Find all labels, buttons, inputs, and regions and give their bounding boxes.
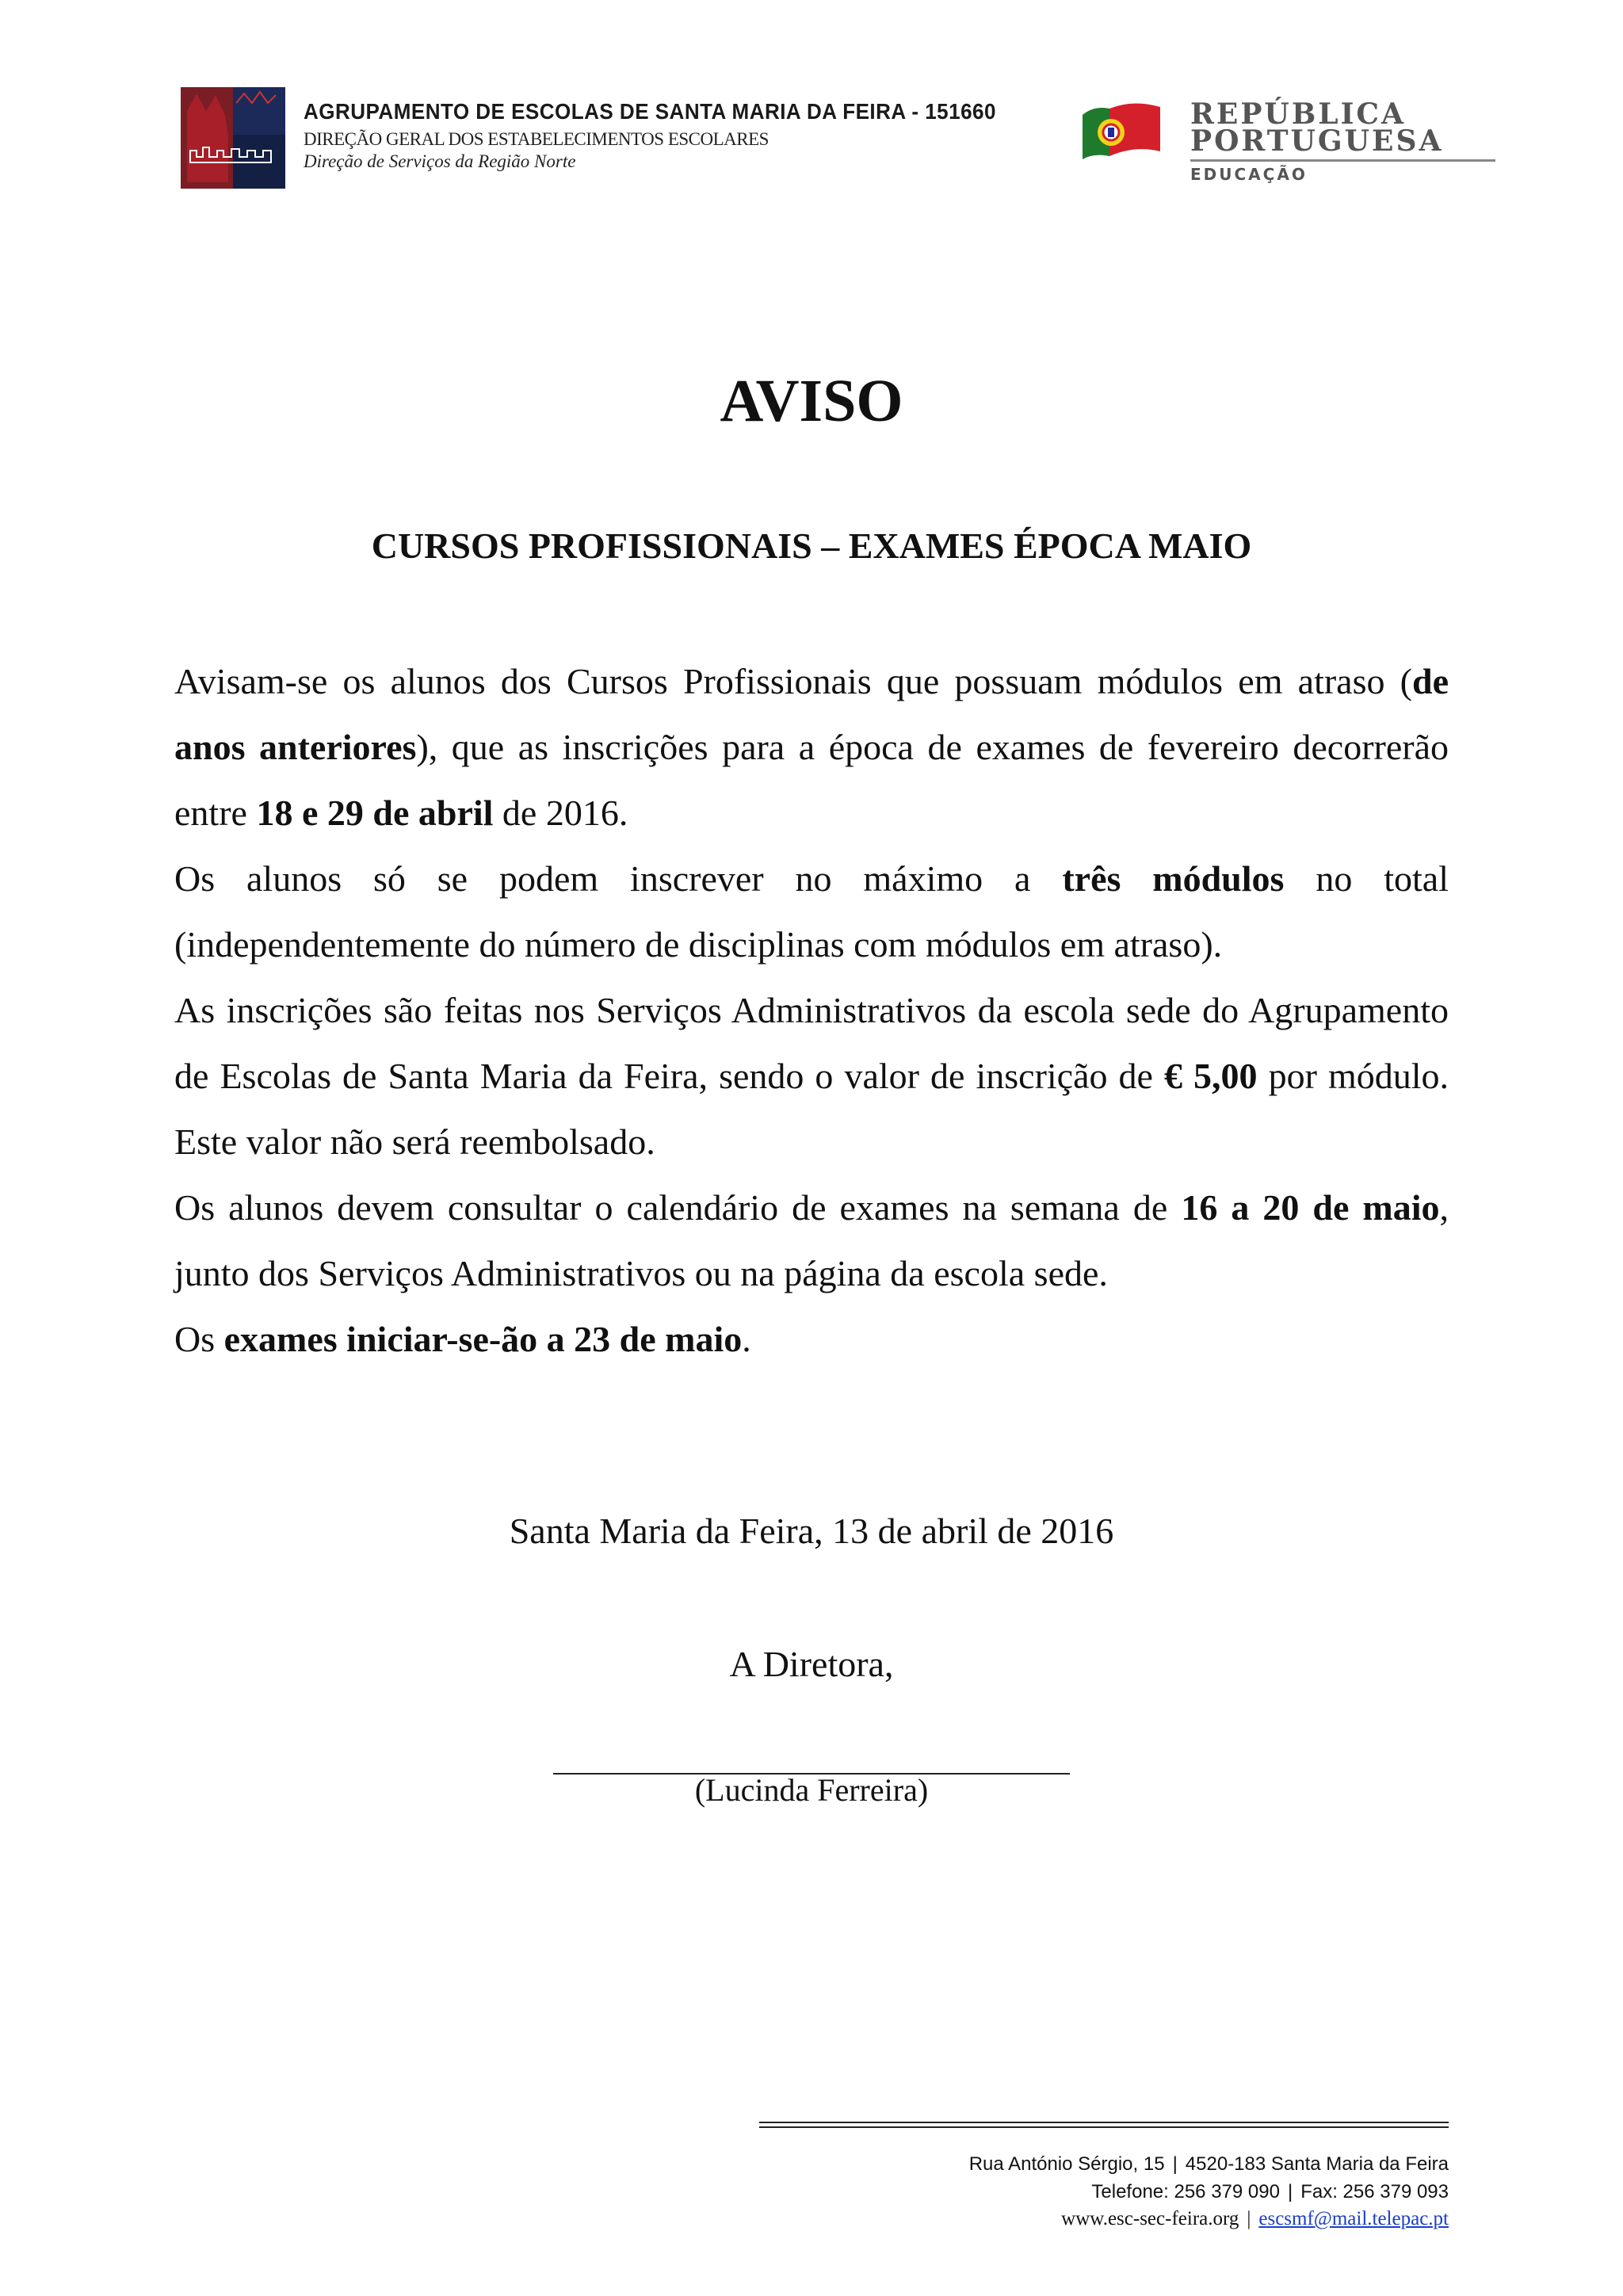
paragraph-5 <box>174 1306 1449 1372</box>
school-logo <box>181 87 285 189</box>
p2-text-a: Os alunos só se podem inscrever no máximo a <box>174 858 1063 899</box>
p2-text-c: no total (independentemente do número de disciplinas com módulos em atraso). <box>174 858 1449 965</box>
footer-contacts <box>1091 2181 1449 2203</box>
p3-text-a: As inscrições são feitas nos Serviços Administrativos da escola sede do Agrupamento de Escolas de Santa Maria da Feira, sendo o valor de inscrição de <box>174 990 1449 1096</box>
p3-text-c: por módulo. Este valor não será reembolsado. <box>174 1056 1449 1162</box>
p5-text-c: . <box>742 1319 751 1359</box>
footer-web <box>1061 2208 1449 2230</box>
footer-city: 4520-183 Santa Maria da Feira <box>1185 2153 1449 2175</box>
notice-body <box>174 648 1449 1372</box>
p5-text-a: Os <box>174 1319 224 1359</box>
p1-text-e: de 2016. <box>493 793 628 833</box>
p4-bold-b: 16 a 20 de maio <box>1181 1187 1440 1228</box>
notice-title: AVISO <box>720 368 903 434</box>
republica-divider <box>1190 159 1495 162</box>
footer-rule-bottom <box>759 2126 1449 2128</box>
signatory-role: A Diretora, <box>729 1644 894 1684</box>
school-header <box>304 99 996 172</box>
footer-email-link[interactable]: escsmf@mail.telepac.pt <box>1258 2208 1449 2229</box>
footer-separator: | <box>1247 2208 1251 2229</box>
footer-fax: Fax: 256 379 093 <box>1300 2181 1449 2202</box>
p5-bold-b: exames iniciar-se-ão a 23 de maio <box>223 1319 743 1359</box>
footer-phone: Telefone: 256 379 090 <box>1091 2181 1280 2202</box>
paragraph-2 <box>174 846 1449 977</box>
paragraph-3 <box>174 977 1449 1175</box>
p2-bold-b: três módulos <box>1062 858 1285 899</box>
notice-subtitle: CURSOS PROFISSIONAIS – EXAMES ÉPOCA MAIO <box>371 525 1252 566</box>
p1-bold-d: 18 e 29 de abril <box>256 793 494 833</box>
signatory-name: (Lucinda Ferreira) <box>694 1772 929 1808</box>
footer-separator: | <box>1172 2153 1178 2175</box>
p1-text-a: Avisam-se os alunos dos Cursos Profissionais que possuam módulos em atraso ( <box>174 661 1412 701</box>
school-subtitle-2: Direção de Serviços da Região Norte <box>304 151 576 171</box>
portuguesa-text: PORTUGUESA <box>1190 124 1444 158</box>
p1-bold-b: de anos anteriores <box>174 661 1449 767</box>
place-and-date: Santa Maria da Feira, 13 de abril de 2016 <box>509 1511 1114 1551</box>
footer-rule-top <box>759 2122 1449 2123</box>
footer-street: Rua António Sérgio, 15 <box>968 2153 1165 2175</box>
footer-address <box>969 2153 1449 2176</box>
paragraph-4 <box>174 1175 1449 1306</box>
school-subtitle-1: DIREÇÃO GERAL DOS ESTABELECIMENTOS ESCOLARES <box>304 129 769 149</box>
p3-bold-b: € 5,00 <box>1164 1056 1258 1096</box>
footer-website[interactable]: www.esc-sec-feira.org <box>1061 2208 1239 2229</box>
footer-separator: | <box>1287 2181 1293 2202</box>
p1-text-c: ), que as inscrições para a época de exames de fevereiro decorrerão entre <box>174 727 1449 833</box>
republica-text: REPÚBLICA <box>1190 97 1406 131</box>
educacao-text: EDUCAÇÃO <box>1190 165 1308 184</box>
republica-flag-logo <box>1078 99 1165 162</box>
republica-portuguesa-header <box>1190 97 1499 184</box>
p4-text-a: Os alunos devem consultar o calendário de exames na semana de <box>174 1187 1182 1228</box>
school-name: AGRUPAMENTO DE ESCOLAS DE SANTA MARIA DA FEIRA - 151660 <box>304 99 996 124</box>
paragraph-1 <box>174 648 1449 846</box>
p4-text-c: , junto dos Serviços Administrativos ou na página da escola sede. <box>174 1187 1449 1293</box>
